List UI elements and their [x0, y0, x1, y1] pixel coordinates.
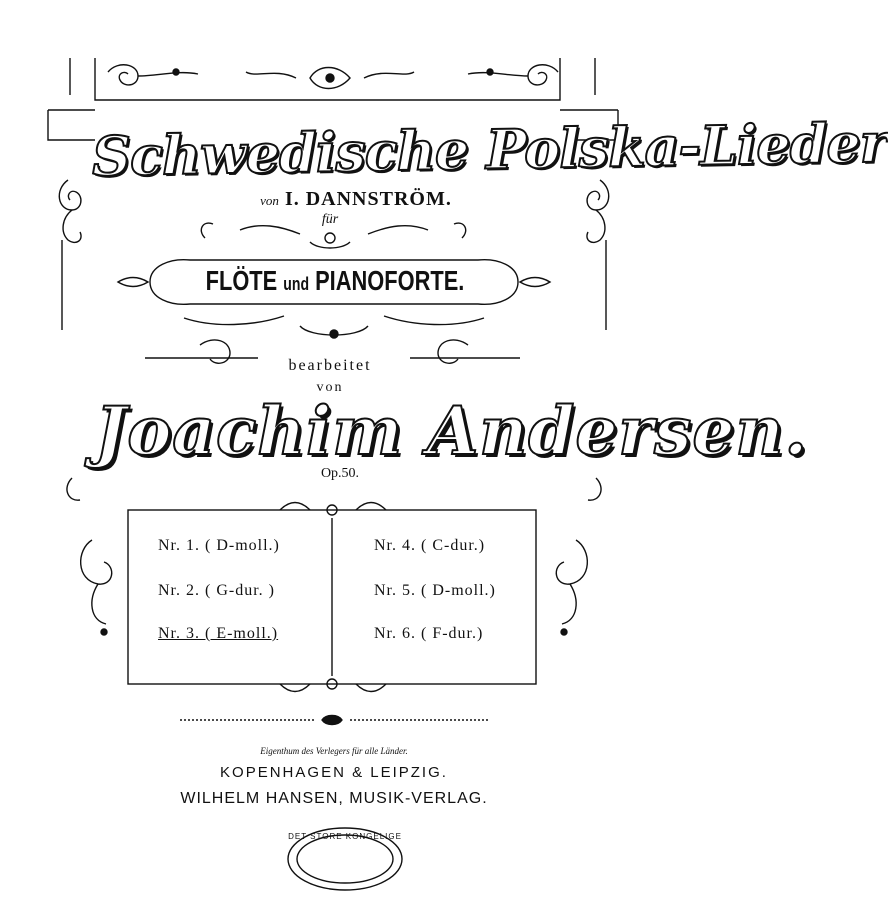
composer-left-swash: [67, 478, 80, 500]
opus-number: Op.50.: [320, 466, 360, 481]
list-item: Nr. 6. ( F-dur.): [374, 625, 484, 642]
right-box-ornament: [556, 540, 587, 635]
separator-ornament: [180, 716, 488, 725]
library-stamp: [287, 826, 403, 892]
list-item: Nr. 1. ( D-moll.): [158, 537, 280, 554]
top-center-ornament: [246, 68, 414, 89]
instrumentation: [191, 265, 480, 297]
byline-prefix: von: [260, 193, 279, 208]
top-right-scroll: [468, 65, 558, 85]
publisher-name: WILHELM HANSEN, MUSIK-VERLAG.: [180, 790, 488, 807]
left-side-scroll: [59, 180, 81, 330]
publisher-city: KOPENHAGEN & LEIPZIG.: [220, 764, 448, 781]
instrument-piano: PIANOFORTE.: [315, 265, 465, 296]
arranged-by-label: von: [316, 380, 344, 395]
arranged-label: bearbeitet: [288, 357, 372, 374]
right-side-scroll: [587, 180, 609, 330]
lyricist-byline: [226, 188, 486, 211]
list-item: Nr. 4. ( C-dur.): [374, 537, 486, 554]
numbers-box: [128, 507, 536, 687]
lyricist-name: I. DANNSTRÖM.: [284, 188, 452, 210]
composer-name: Joachim Andersen.: [95, 392, 809, 470]
work-title: Schwedische Polska-Lieder: [91, 110, 888, 189]
left-box-ornament: [81, 540, 112, 635]
for-label: für: [321, 212, 339, 227]
ownership-note: Eigenthum des Verlegers für alle Länder.: [260, 746, 408, 756]
composer-right-swash: [588, 478, 601, 500]
list-item: Nr. 2. ( G-dur. ): [158, 582, 275, 599]
list-item: Nr. 5. ( D-moll.): [374, 582, 496, 599]
instrument-and: und: [283, 274, 310, 294]
instrument-flute: FLÖTE: [205, 265, 278, 296]
list-item: Nr. 3. ( E-moll.): [158, 625, 279, 642]
stamp-text: DET STORE KONGELIGE: [288, 832, 402, 841]
top-left-scroll: [108, 65, 198, 85]
